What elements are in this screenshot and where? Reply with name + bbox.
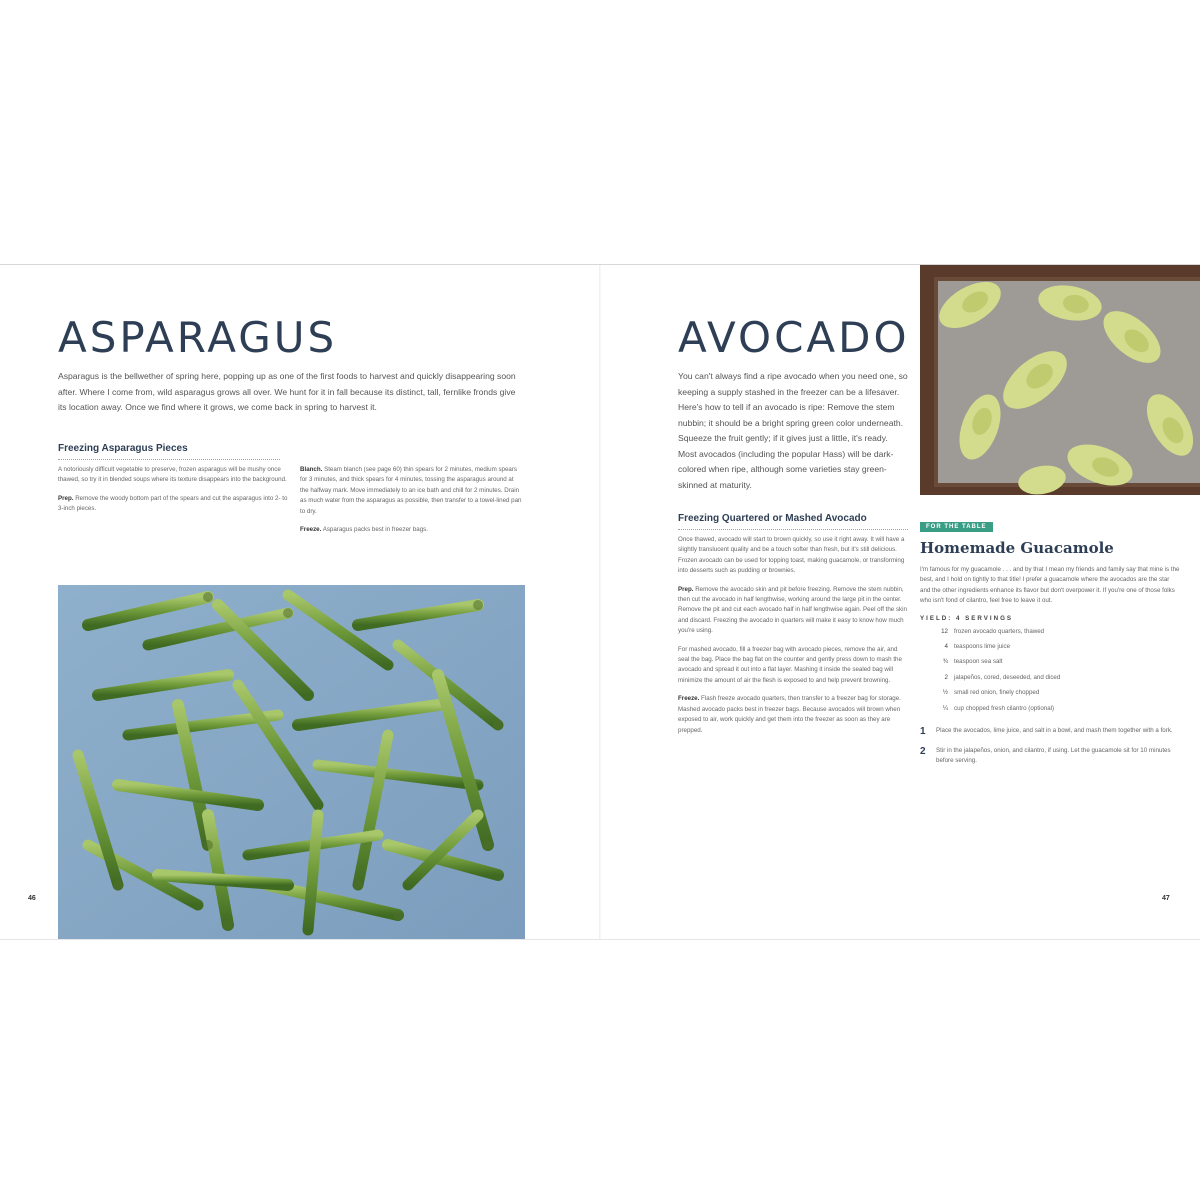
asparagus-col1 [58, 465, 290, 523]
asparagus-photo [58, 585, 525, 939]
avocado-intro: You can't always find a ripe avocado when you need one, so keeping a supply stashed in the freezer can be a lifesaver. Here's how to tell if an avocado is ripe: Remove the stem nubbin; it should be a bright spring green color underneath. Squeeze the fruit gently; if it gives just a little, it's ready. Most avocados (including the popular Hass) will be dark-colored when ripe, although some varieties stay green-skinned at maturity. [678, 371, 908, 490]
recipe-step [920, 726, 1180, 738]
ingredient-row [920, 624, 1180, 639]
ingredient-qty: 12 [941, 627, 948, 635]
avocado-paragraph: Once thawed, avocado will start to brown quickly, so use it right away. It will have a slightly translucent quality and be a touch softer than fresh, but it's still delicious. Frozen avocado can be used for topping toast, making guacamole, or transforming into desserts such as pudding or brownies. [678, 536, 905, 575]
asparagus-title: ASPARAGUS [58, 313, 338, 362]
ingredient-item: jalapeños, cored, deseeded, and diced [954, 673, 1061, 681]
asparagus-prep: Prep. Remove the woody bottom part of the spears and cut the asparagus into 2- to 3-inch pieces. [58, 494, 288, 513]
asparagus-image [58, 585, 525, 939]
step-list [920, 726, 1180, 766]
recipe-intro: I'm famous for my guacamole . . . and by that I mean my friends and family say that mine is the best, and I hold on tightly to that title! I prefer a guacamole where the avocados are the star and the other ingredients enhance its flavor but don't overpower it. If you're one of those folks who isn't fond of cilantro, feel free to leave it out. [920, 566, 1180, 605]
ingredient-qty: 4 [944, 643, 948, 651]
ingredient-qty: ½ [942, 689, 948, 697]
ingredient-row [920, 670, 1180, 685]
ingredient-row [920, 701, 1180, 716]
step-text: Stir in the jalapeños, onion, and cilantro, if using. Let the guacamole sit for 10 minutes before serving. [936, 747, 1171, 765]
step-number: 2 [920, 746, 926, 758]
avocado-freezing-subhead: Freezing Quartered or Mashed Avocado [678, 513, 908, 530]
book-gutter [599, 265, 601, 939]
recipe-step [920, 746, 1180, 766]
ingredient-item: teaspoons lime juice [954, 643, 1011, 651]
ingredient-item: cup chopped fresh cilantro (optional) [954, 704, 1055, 712]
avocado-mashed: For mashed avocado, fill a freezer bag with avocado pieces, remove the air, and seal the bag. Place the bag flat on the counter and gently press down to mash the avocado and spread it out into a flat layer. Mashing it inside the sealed bag will minimize the amount of air the flesh is exposed to and help prevent browning. [678, 645, 902, 684]
guacamole-recipe [920, 515, 1180, 774]
asparagus-intro: Asparagus is the bellwether of spring here, popping up as one of the first foods to harvest and quickly disappearing soon after. Where I come from, wild asparagus grows all over. We hunt for it in fall because its distinct, tall, fernlike fronds give its location away. Once we find where it grows, we come back in spring to harvest it. [58, 371, 516, 412]
ingredient-item: teaspoon sea salt [954, 658, 1003, 666]
step-number: 1 [920, 726, 926, 738]
recipe-yield: YIELD: 4 SERVINGS [920, 614, 1014, 622]
page-number-right: 47 [1162, 895, 1170, 902]
asparagus-col2 [300, 465, 522, 543]
ingredient-list [920, 624, 1180, 716]
asparagus-paragraph: A notoriously difficult vegetable to preserve, frozen asparagus will be mushy once thawed, so try it in blended soups where its texture disappears into the background. [58, 466, 287, 484]
asparagus-freeze: Freeze. Asparagus packs best in freezer bags. [300, 526, 428, 534]
avocado-freeze: Freeze. Flash freeze avocado quarters, then transfer to a freezer bag for storage. Mashed avocado packs best in freezer bags. Because avocados will brown when exposed to air, work quickly and get them into the freezer as soon as they are prepped. [678, 695, 901, 734]
for-the-table-badge: FOR THE TABLE [920, 522, 993, 532]
ingredient-item: small red onion, finely chopped [954, 689, 1040, 697]
ingredient-qty: ¾ [942, 658, 948, 666]
avocado-column [678, 535, 908, 744]
avocado-image [920, 265, 1200, 495]
ingredient-qty: 2 [944, 673, 948, 681]
recipe-title: Homemade Guacamole [920, 539, 1114, 557]
ingredient-qty: ¼ [942, 704, 948, 712]
avocado-title: AVOCADO [678, 313, 910, 362]
ingredient-row [920, 654, 1180, 669]
asparagus-freezing-subhead: Freezing Asparagus Pieces [58, 443, 280, 460]
ingredient-row [920, 639, 1180, 654]
step-text: Place the avocados, lime juice, and salt in a bowl, and mash them together with a fork. [936, 727, 1173, 735]
ingredient-item: frozen avocado quarters, thawed [954, 627, 1045, 635]
page-number-left: 46 [28, 895, 36, 902]
avocado-prep: Prep. Remove the avocado skin and pit before freezing. Remove the stem nubbin, then cut the avocado in half lengthwise, working around the large pit in the center. Remove the pit and cut each avocado half in half lengthwise again. Peel off the skin and discard. Freezing the avocado in quarters will make it easy to know how much you're using. [678, 585, 907, 635]
asparagus-blanch: Blanch. Steam blanch (see page 60) thin spears for 2 minutes, medium spears for 3 minutes, and thick spears for 4 minutes, tossing the asparagus around at the halfway mark. Move immediately to an ice bath and chill for 2 minutes. Drain as much water from the asparagus as possible, then transfer to a towel-lined pan to dry. [300, 466, 522, 515]
book-spread [0, 264, 1200, 940]
ingredient-row [920, 685, 1180, 700]
avocado-photo [920, 265, 1200, 495]
